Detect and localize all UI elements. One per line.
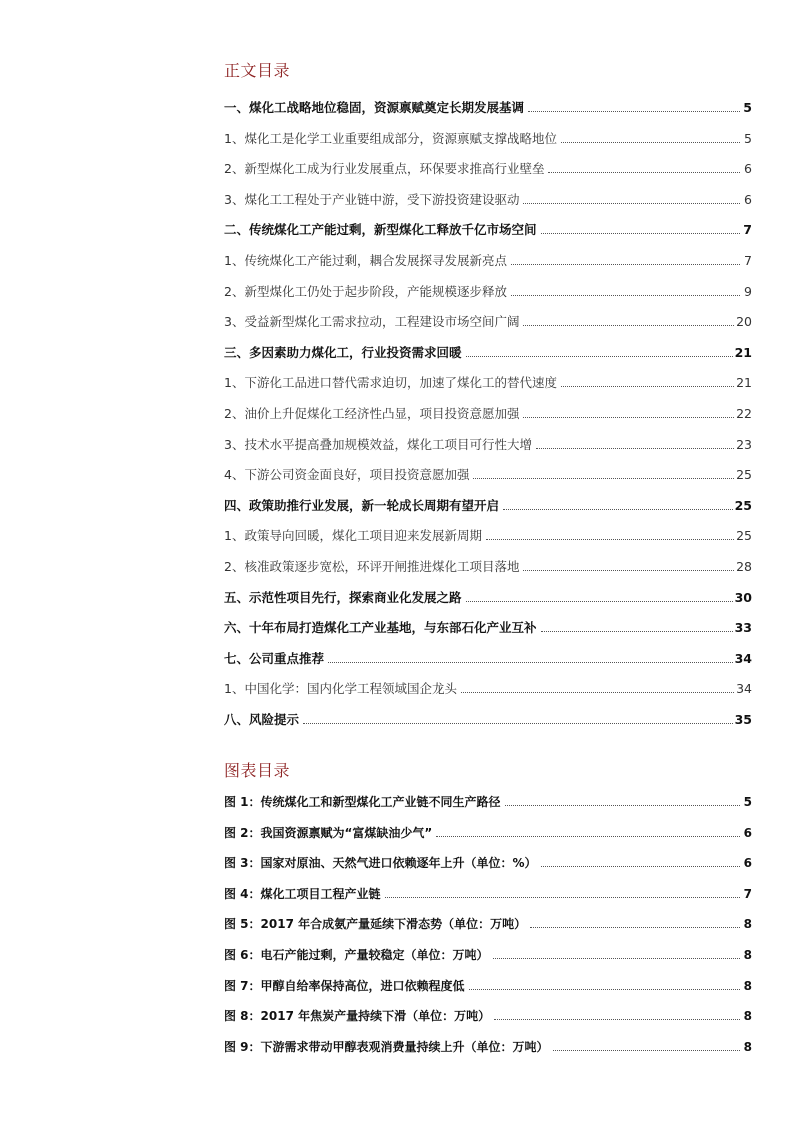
- toc-entry[interactable]: [224, 708, 752, 728]
- dot-leader: [493, 957, 740, 959]
- toc-entry-label: 1、煤化工是化学工业重要组成部分，资源禀赋支撑战略地位: [224, 130, 557, 146]
- dot-leader: [523, 202, 740, 204]
- toc-entry-label: 一、煤化工战略地位稳固，资源禀赋奠定长期发展基调: [224, 100, 525, 115]
- figure-toc-entry[interactable]: [224, 974, 752, 994]
- dot-leader: [528, 110, 740, 112]
- toc-entry-page-number: 8: [743, 917, 752, 932]
- dot-leader: [328, 661, 733, 663]
- toc-entry[interactable]: [224, 218, 752, 238]
- figure-toc-entry[interactable]: [224, 821, 752, 841]
- toc-entry-label: 图 6：电石产能过剩，产量较稳定（单位：万吨）: [224, 948, 489, 962]
- toc-entry-page-number: 6: [744, 191, 752, 207]
- figure-toc-entry[interactable]: [224, 851, 752, 871]
- toc-entry-page-number: 34: [736, 681, 752, 697]
- dot-leader: [511, 263, 740, 265]
- dot-leader: [541, 865, 740, 867]
- dot-leader: [541, 630, 733, 632]
- toc-entry-label: 图 2：我国资源禀赋为“富煤缺油少气”: [224, 825, 433, 840]
- toc-entry-label: 3、受益新型煤化工需求拉动，工程建设市场空间广阔: [224, 314, 520, 330]
- toc-entry-label: 2、油价上升促煤化工经济性凸显，项目投资意愿加强: [224, 406, 520, 421]
- toc-entry-label: 图 9：下游需求带动甲醇表观消费量持续上升（单位：万吨）: [224, 1039, 549, 1054]
- dot-leader: [303, 722, 733, 724]
- toc-entry[interactable]: [224, 616, 752, 636]
- dot-leader: [561, 385, 734, 387]
- toc-entry[interactable]: [224, 433, 752, 453]
- toc-entry-page-number: 6: [744, 161, 752, 177]
- toc-entry[interactable]: [224, 677, 752, 697]
- toc-entry-page-number: 21: [734, 344, 752, 360]
- toc-entry-label: 图 7：甲醇自给率保持高位，进口依赖程度低: [224, 978, 465, 993]
- toc-entry-label: 二、传统煤化工产能过剩，新型煤化工释放千亿市场空间: [224, 222, 537, 238]
- toc-entry-page-number: 8: [743, 978, 752, 993]
- toc-entry[interactable]: [224, 96, 752, 116]
- toc-entry-label: 图 5：2017 年合成氨产量延续下滑态势（单位：万吨）: [224, 917, 527, 932]
- dot-leader: [469, 988, 740, 990]
- dot-leader: [466, 600, 733, 602]
- toc-entry[interactable]: [224, 555, 752, 575]
- toc-entry[interactable]: [224, 371, 752, 391]
- toc-entry-page-number: 23: [736, 436, 752, 452]
- toc-entry-label: 1、传统煤化工产能过剩，耦合发展探寻发展新亮点: [224, 253, 507, 268]
- figure-toc-entry[interactable]: [224, 790, 752, 810]
- toc-entry-label: 3、煤化工工程处于产业链中游，受下游投资建设驱动: [224, 191, 520, 207]
- toc-entry-page-number: 7: [744, 253, 752, 268]
- toc-entry[interactable]: [224, 249, 752, 269]
- toc-entry-label: 图 4：煤化工项目工程产业链: [224, 886, 381, 901]
- toc-entry-label: 三、多因素助力煤化工，行业投资需求回暖: [224, 344, 462, 360]
- dot-leader: [541, 232, 740, 234]
- toc-entry-page-number: 30: [734, 589, 752, 605]
- figure-toc-entry[interactable]: [224, 1035, 752, 1055]
- toc-entry[interactable]: [224, 280, 752, 300]
- toc-entry-page-number: 33: [734, 620, 752, 636]
- dot-leader: [494, 1018, 740, 1020]
- toc-entry[interactable]: [224, 127, 752, 147]
- toc-entry-page-number: 5: [744, 130, 752, 146]
- dot-leader: [461, 691, 734, 693]
- toc-entry-label: 图 1：传统煤化工和新型煤化工产业链不同生产路径: [224, 795, 501, 809]
- toc-entry-label: 1、政策导向回暖，煤化工项目迎来发展新周期: [224, 528, 482, 544]
- dot-leader: [466, 355, 733, 357]
- toc-entry[interactable]: [224, 463, 752, 483]
- toc-entry-page-number: 8: [743, 948, 752, 962]
- dot-leader: [511, 294, 740, 296]
- dot-leader: [561, 141, 740, 143]
- toc-entry-label: 四、政策助推行业发展，新一轮成长周期有望开启: [224, 497, 500, 513]
- toc-entry-label: 图 3：国家对原油、天然气进口依赖逐年上升（单位：%）: [224, 856, 537, 871]
- figure-toc-entry[interactable]: [224, 1004, 752, 1024]
- dot-leader: [553, 1049, 740, 1051]
- dot-leader: [486, 538, 734, 540]
- toc-entry[interactable]: [224, 524, 752, 544]
- dot-leader: [548, 171, 740, 173]
- toc-entry[interactable]: [224, 586, 752, 606]
- toc-entry-label: 3、技术水平提高叠加规模效益，煤化工项目可行性大增: [224, 436, 532, 452]
- dot-leader: [436, 835, 740, 837]
- toc-entry-label: 4、下游公司资金面良好，项目投资意愿加强: [224, 467, 470, 483]
- toc-entry-page-number: 5: [743, 795, 752, 809]
- figure-toc-entry[interactable]: [224, 882, 752, 902]
- toc-entry-page-number: 25: [736, 528, 752, 544]
- toc-entry-page-number: 8: [743, 1009, 752, 1024]
- dot-leader: [523, 569, 734, 571]
- toc-entry-page-number: 9: [744, 283, 752, 299]
- toc-entry-label: 2、核准政策逐步宽松，环评开闸推进煤化工项目落地: [224, 559, 520, 574]
- toc-entry-page-number: 20: [736, 314, 752, 330]
- dot-leader: [530, 926, 740, 928]
- toc-entry-page-number: 6: [743, 856, 752, 871]
- toc-entry[interactable]: [224, 341, 752, 361]
- toc-entry[interactable]: [224, 647, 752, 667]
- figure-toc-title: 图表目录: [224, 761, 291, 780]
- toc-entry-label: 2、新型煤化工仍处于起步阶段，产能规模逐步释放: [224, 283, 507, 299]
- toc-entry-label: 五、示范性项目先行，探索商业化发展之路: [224, 589, 462, 605]
- dot-leader: [536, 447, 734, 449]
- toc-entry-page-number: 22: [736, 406, 752, 421]
- toc-entry-page-number: 21: [736, 375, 752, 391]
- toc-entry-page-number: 28: [736, 559, 752, 574]
- toc-entry-page-number: 7: [743, 222, 752, 238]
- toc-entry-label: 1、下游化工品进口替代需求迫切，加速了煤化工的替代速度: [224, 375, 557, 391]
- main-toc-title: 正文目录: [224, 61, 291, 80]
- toc-entry-label: 2、新型煤化工成为行业发展重点，环保要求推高行业壁垒: [224, 161, 545, 177]
- dot-leader: [503, 508, 733, 510]
- toc-entry-page-number: 7: [743, 886, 752, 901]
- toc-entry-label: 八、风险提示: [224, 712, 300, 727]
- toc-entry-page-number: 5: [743, 100, 752, 115]
- dot-leader: [523, 324, 734, 326]
- toc-entry[interactable]: [224, 494, 752, 514]
- toc-entry-page-number: 6: [743, 825, 752, 840]
- toc-entry-page-number: 25: [736, 467, 752, 483]
- toc-entry[interactable]: [224, 188, 752, 208]
- toc-entry-label: 七、公司重点推荐: [224, 650, 325, 666]
- toc-entry-page-number: 35: [734, 712, 752, 727]
- toc-entry-page-number: 8: [743, 1039, 752, 1054]
- dot-leader: [505, 804, 740, 806]
- dot-leader: [385, 896, 740, 898]
- figure-toc-entry[interactable]: [224, 912, 752, 932]
- toc-entry[interactable]: [224, 157, 752, 177]
- dot-leader: [523, 416, 734, 418]
- toc-entry[interactable]: [224, 310, 752, 330]
- toc-entry-label: 1、中国化学：国内化学工程领域国企龙头: [224, 681, 457, 697]
- toc-entry-page-number: 34: [734, 650, 752, 666]
- toc-entry[interactable]: [224, 402, 752, 422]
- toc-entry-page-number: 25: [734, 497, 752, 513]
- toc-entry-label: 六、十年布局打造煤化工产业基地，与东部石化产业互补: [224, 620, 537, 636]
- toc-entry-label: 图 8：2017 年焦炭产量持续下滑（单位：万吨）: [224, 1009, 491, 1024]
- dot-leader: [473, 477, 734, 479]
- figure-toc-entry[interactable]: [224, 943, 752, 963]
